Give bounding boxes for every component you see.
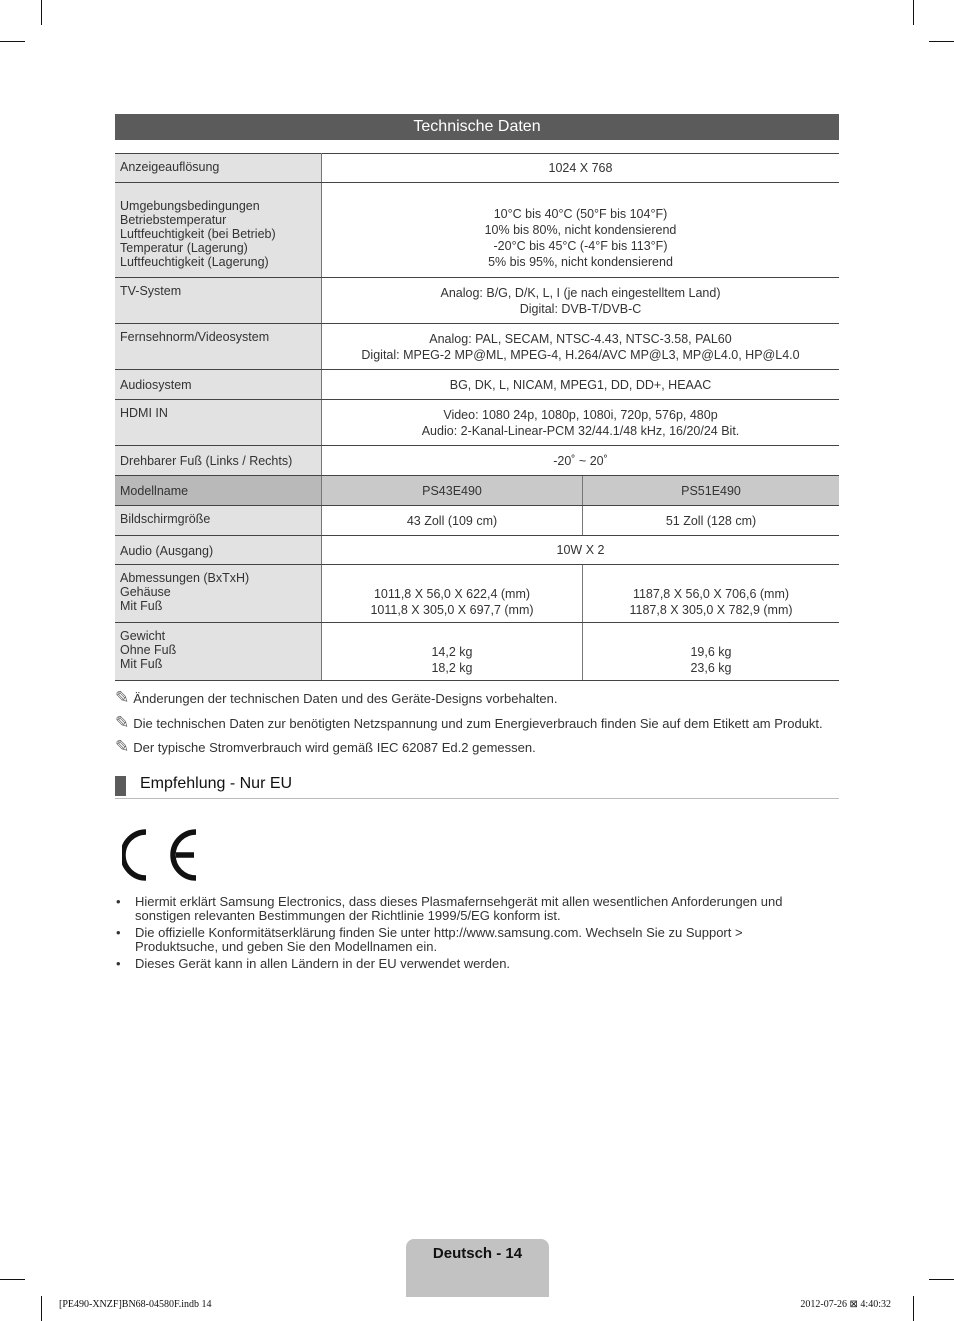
spec-value-b: 19,6 kg 23,6 kg <box>583 623 840 681</box>
spec-value: 10°C bis 40°C (50°F bis 104°F) 10% bis 80%, nicht kondensierend -20°C bis 45°C (-4°F bis 113°F) 5% bis 95%, nicht kondensierend <box>322 183 840 278</box>
spec-label: Fernsehnorm/Videosystem <box>115 324 322 370</box>
spec-value-b: 1187,8 X 56,0 X 706,6 (mm) 1187,8 X 305,0 X 782,9 (mm) <box>583 565 840 623</box>
note-text: Die technischen Daten zur benötigten Netzspannung und zum Energieverbrauch finden Sie auf dem Etikett am Produkt. <box>133 715 823 731</box>
crop-mark <box>0 41 25 42</box>
footer-timestamp: 2012-07-26 ⊠ 4:40:32 <box>800 1299 891 1310</box>
crop-mark <box>913 0 914 25</box>
spec-value-a: 14,2 kg 18,2 kg <box>322 623 583 681</box>
note-text: Der typische Stromverbrauch wird gemäß IEC 62087 Ed.2 gemessen. <box>133 740 536 755</box>
spec-label: TV-System <box>115 278 322 324</box>
section-heading <box>115 774 839 799</box>
crop-mark <box>0 1279 25 1280</box>
spec-value: Analog: B/G, D/K, L, I (je nach eingestelltem Land) Digital: DVB-T/DVB-C <box>322 278 840 324</box>
section-title: Technische Daten <box>115 114 839 140</box>
spec-value: Video: 1080 24p, 1080p, 1080i, 720p, 576p, 480p Audio: 2-Kanal-Linear-PCM 32/44.1/48 kHz, 16/20/24 Bit. <box>322 400 840 446</box>
list-item: • Hiermit erklärt Samsung Electronics, dass dieses Plasmafernsehgerät mit allen wesentlichen Anforderungen und sonstigen relevanten Bestimmungen der Richtlinie 1999/5/EG konform ist. <box>115 895 815 923</box>
ce-logo <box>122 828 202 882</box>
table-row <box>115 476 839 506</box>
crop-mark <box>929 41 954 42</box>
footer-file: [PE490-XNZF]BN68-04580F.indb 14 <box>59 1299 212 1310</box>
model-name-b: PS51E490 <box>583 476 840 506</box>
table-row <box>115 623 839 681</box>
spec-value: 1024 X 768 <box>322 154 840 183</box>
model-name-a: PS43E490 <box>322 476 583 506</box>
spec-value-b: 51 Zoll (128 cm) <box>583 506 840 536</box>
spec-label: Gewicht Ohne Fuß Mit Fuß <box>115 623 322 681</box>
table-row <box>115 400 839 446</box>
crop-mark <box>41 1296 42 1321</box>
table-row <box>115 183 839 278</box>
spec-value-a: 1011,8 X 56,0 X 622,4 (mm) 1011,8 X 305,0 X 697,7 (mm) <box>322 565 583 623</box>
table-row <box>115 506 839 536</box>
spec-value: BG, DK, L, NICAM, MPEG1, DD, DD+, HEAAC <box>322 370 840 400</box>
crop-mark <box>929 1279 954 1280</box>
table-row <box>115 536 839 565</box>
spec-label: Anzeigeauflösung <box>115 154 322 183</box>
note <box>115 713 855 738</box>
spec-label: Audio (Ausgang) <box>115 536 322 565</box>
spec-value: 10W X 2 <box>322 536 840 565</box>
table-row <box>115 278 839 324</box>
note <box>115 737 855 762</box>
section-marker <box>115 776 126 796</box>
spec-label: HDMI IN <box>115 400 322 446</box>
spec-table <box>115 153 839 681</box>
table-row <box>115 154 839 183</box>
pencil-icon: ✎ <box>115 737 130 756</box>
spec-label: Umgebungsbedingungen Betriebstemperatur Luftfeuchtigkeit (bei Betrieb) Temperatur (Lagerung) Luftfeuchtigkeit (Lagerung) <box>115 183 322 278</box>
spec-label: Bildschirmgröße <box>115 506 322 536</box>
table-row <box>115 324 839 370</box>
spec-value-a: 43 Zoll (109 cm) <box>322 506 583 536</box>
spec-label: Drehbarer Fuß (Links / Rechts) <box>115 446 322 476</box>
table-row <box>115 565 839 623</box>
spec-label: Abmessungen (BxTxH) Gehäuse Mit Fuß <box>115 565 322 623</box>
table-row <box>115 370 839 400</box>
pencil-icon: ✎ <box>115 688 130 707</box>
page-number-tab: Deutsch - 14 <box>406 1239 549 1297</box>
crop-mark <box>41 0 42 25</box>
spec-value: Analog: PAL, SECAM, NTSC-4.43, NTSC-3.58, PAL60 Digital: MPEG-2 MP@ML, MPEG-4, H.264/AVC MP@L3, MP@L4.0, HP@L4.0 <box>322 324 840 370</box>
bullet-list <box>115 895 815 974</box>
spec-value: -20˚ ~ 20˚ <box>322 446 840 476</box>
section-heading-text: Empfehlung - Nur EU <box>140 775 293 792</box>
spec-label: Audiosystem <box>115 370 322 400</box>
notes-list <box>115 688 855 762</box>
pencil-icon: ✎ <box>115 712 130 732</box>
list-item: • Dieses Gerät kann in allen Ländern in der EU verwendet werden. <box>115 957 815 971</box>
crop-mark <box>913 1296 914 1321</box>
list-item: • Die offizielle Konformitätserklärung finden Sie unter http://www.samsung.com. Wechseln Sie zu Support > Produktsuche, und geben Sie den Modellnamen ein. <box>115 926 815 954</box>
spec-label: Modellname <box>115 476 322 506</box>
note <box>115 688 855 713</box>
note-text: Änderungen der technischen Daten und des Geräte-Designs vorbehalten. <box>133 691 558 706</box>
table-row <box>115 446 839 476</box>
